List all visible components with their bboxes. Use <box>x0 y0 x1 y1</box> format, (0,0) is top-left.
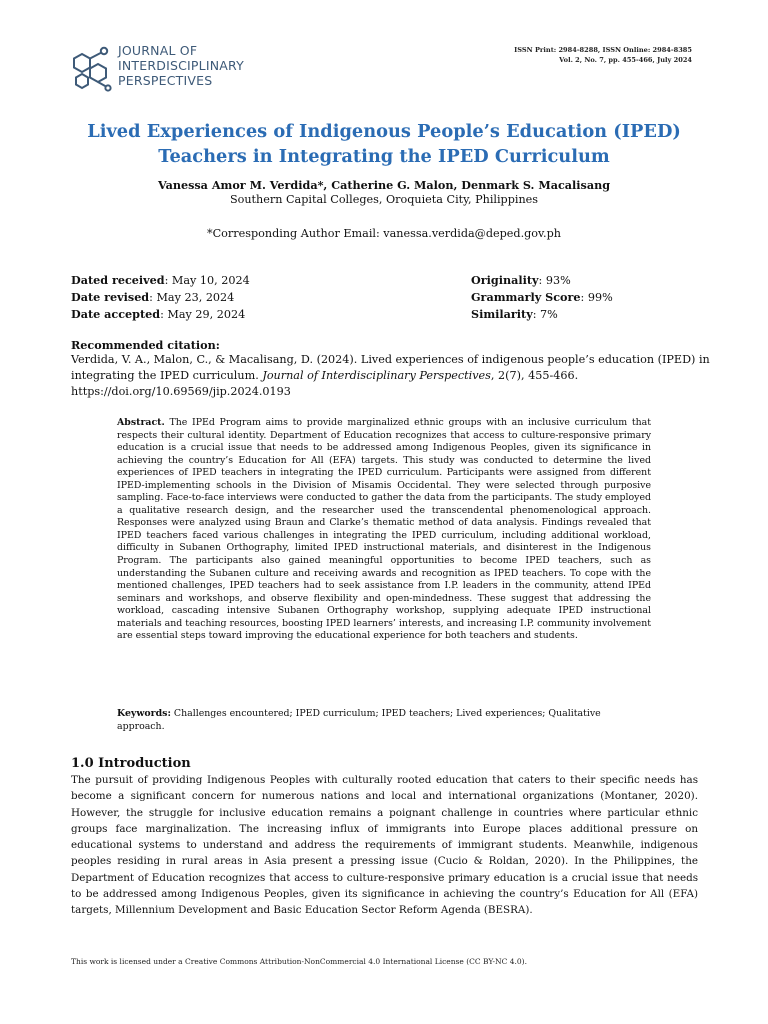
logo-line-3: PERSPECTIVES <box>118 73 213 88</box>
keywords-label: Keywords: <box>117 708 171 719</box>
paper-title <box>0 119 768 169</box>
citation-heading: Recommended citation: <box>71 338 220 352</box>
date-accepted: Date accepted: May 29, 2024 <box>71 307 246 321</box>
title-line-1: Lived Experiences of Indigenous People’s Education (IPED) <box>87 121 681 142</box>
logo-line-1: JOURNAL OF <box>118 43 198 58</box>
logo-line-2: INTERDISCIPLINARY <box>118 58 244 73</box>
journal-logo-icon <box>68 42 116 96</box>
issn-line: ISSN Print: 2984-8288, ISSN Online: 2984-8385 <box>514 46 692 54</box>
abstract-label: Abstract. <box>117 417 165 428</box>
volume-line: Vol. 2, No. 7, pp. 455-466, July 2024 <box>559 56 692 64</box>
grammarly-score: Grammarly Score: 99% <box>471 290 613 304</box>
introduction-paragraph: The pursuit of providing Indigenous Peoples with culturally rooted education that caters to their specific needs has become a significant concern for numerous nations and local and international organizations (Montaner, 2020). However, the struggle for inclusive education remains a poignant challenge in countries where particular ethnic groups face marginalization. The increasing influx of immigrants into Europe places additional pressure on educational systems to understand and address the requirements of immigrant students. Meanwhile, indigenous peoples residing in rural areas in Asia present a pressing issue (Cucio & Roldan, 2020). In the Philippines, the Department of Education recognizes that access to culture-responsive primary education is a crucial issue that needs to be addressed among Indigenous Peoples, given its significance in achieving the country’s Education for All (EFA) targets, Millennium Development and Basic Education Sector Reform Agenda (BESRA). <box>71 774 698 916</box>
date-revised: Date revised: May 23, 2024 <box>71 290 235 304</box>
similarity-score: Similarity: 7% <box>471 307 558 321</box>
dates-block <box>71 272 250 323</box>
citation-journal: Journal of Interdisciplinary Perspectives <box>262 369 491 382</box>
journal-logo-text <box>118 43 244 88</box>
abstract <box>117 417 651 643</box>
abstract-text: The IPEd Program aims to provide marginalized ethnic groups with an inclusive curriculum that respects their cultural identity. Department of Education recognizes that access to culture-responsive primary education is a crucial issue that needs to be addressed among Indigenous Peoples, given its significance in achieving the country’s Education for All (EFA) targets. This study was conducted to determine the lived experiences of IPED teachers in integrating the IPED curriculum. Participants were assigned from different IPED-implementing schools in the Division of Misamis Occidental. They were selected through purposive sampling. Face-to-face interviews were conducted to gather the data from the participants. The study employed a qualitative research design, and the researcher used the transcendental phenomenological approach. Responses were analyzed using Braun and Clarke’s thematic method of data analysis. Findings revealed that IPED teachers faced various challenges in integrating the IPED curriculum, including additional workload, difficulty in Subanen Orthography, limited IPED instructional materials, and disinterest in the Indigenous Program. The participants also gained meaningful opportunities to become IPED teachers, such as understanding the Subanen culture and receiving awards and recognition as IPED teachers. To cope with the mentioned challenges, IPED teachers had to seek assistance from I.P. leaders in the community, attend IPEd seminars and workshops, and observe flexibility and open-mindedness. These suggest that addressing the workload, cascading intensive Subanen Orthography workshop, supplying adequate IPED instructional materials and teaching resources, boosting IPED learners’ interests, and increasing I.P. community involvement are essential steps toward improving the educational experience for both teachers and students. <box>117 417 651 642</box>
originality-score: Originality: 93% <box>471 273 571 287</box>
section-heading-introduction: 1.0 Introduction <box>71 756 191 771</box>
affiliation: Southern Capital Colleges, Oroquieta City, Philippines <box>229 193 539 206</box>
scores-block <box>471 272 613 323</box>
keywords-text: Challenges encountered; IPED curriculum; IPED teachers; Lived experiences; Qualitative approach. <box>117 708 601 732</box>
citation-text: Verdida, V. A., Malon, C., & Macalisang, D. (2024). Lived experiences of indigenous people’s education (IPED) in integrating the IPED curriculum. Journal of Interdisciplinary Perspectives, 2(7), 455-466. https://doi.org/10.69569/jip.2024.0193 <box>71 353 710 398</box>
keywords <box>117 707 651 733</box>
date-received: Dated received: May 10, 2024 <box>71 273 250 287</box>
issn-block <box>514 45 692 65</box>
license-footer: This work is licensed under a Creative Commons Attribution-NonCommercial 4.0 International License (CC BY-NC 4.0). <box>71 957 527 966</box>
citation-doi-link[interactable]: https://doi.org/10.69569/jip.2024.0193 <box>71 385 291 398</box>
corresponding-email[interactable]: *Corresponding Author Email: vanessa.verdida@deped.gov.ph <box>207 227 561 240</box>
title-line-2: Teachers in Integrating the IPED Curriculum <box>158 146 610 167</box>
authors: Vanessa Amor M. Verdida*, Catherine G. Malon, Denmark S. Macalisang <box>157 178 611 192</box>
